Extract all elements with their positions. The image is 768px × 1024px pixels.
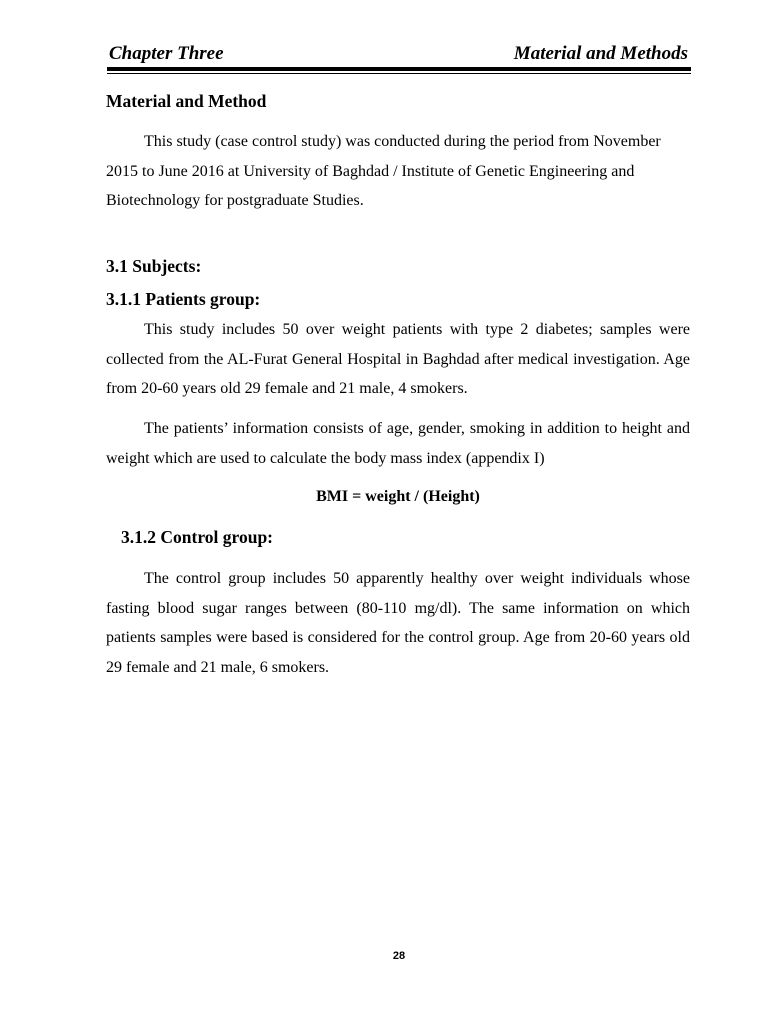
running-header bbox=[107, 42, 689, 66]
header-rule-thick bbox=[107, 67, 691, 71]
intro-paragraph: This study (case control study) was conducted during the period from November 2015 to June 2016 at University of Baghdad / Institute of Genetic Engineering and Biotechnology for postgraduate Studies. bbox=[106, 133, 661, 209]
header-section: Material and Methods bbox=[513, 43, 688, 64]
bmi-formula: BMI = weight / (Height) bbox=[316, 488, 480, 505]
control-heading: 3.1.2 Control group: bbox=[121, 527, 274, 547]
patients-heading: 3.1.1 Patients group: bbox=[106, 289, 261, 309]
page-number: 28 bbox=[392, 950, 406, 962]
header-rule-thin bbox=[107, 73, 691, 74]
patients-paragraph-2: The patients’ information consists of age, gender, smoking in addition to height and weight which are used to calculate the body mass index (appendix I) bbox=[106, 420, 690, 467]
patients-paragraph-1: This study includes 50 over weight patients with type 2 diabetes; samples were collected from the AL-Furat General Hospital in Baghdad after medical investigation. Age from 20-60 years old 29 female and 21 male, 4 smokers. bbox=[106, 321, 690, 397]
control-paragraph: The control group includes 50 apparently healthy over weight individuals whose fasting blood sugar ranges between (80-110 mg/dl). The same information on which patients samples were based is considered for the control group. Age from 20-60 years old 29 female and 21 male, 6 smokers. bbox=[106, 570, 690, 676]
subjects-heading: 3.1 Subjects: bbox=[106, 256, 202, 276]
header-chapter: Chapter Three bbox=[109, 43, 224, 64]
main-title: Material and Method bbox=[106, 91, 267, 111]
